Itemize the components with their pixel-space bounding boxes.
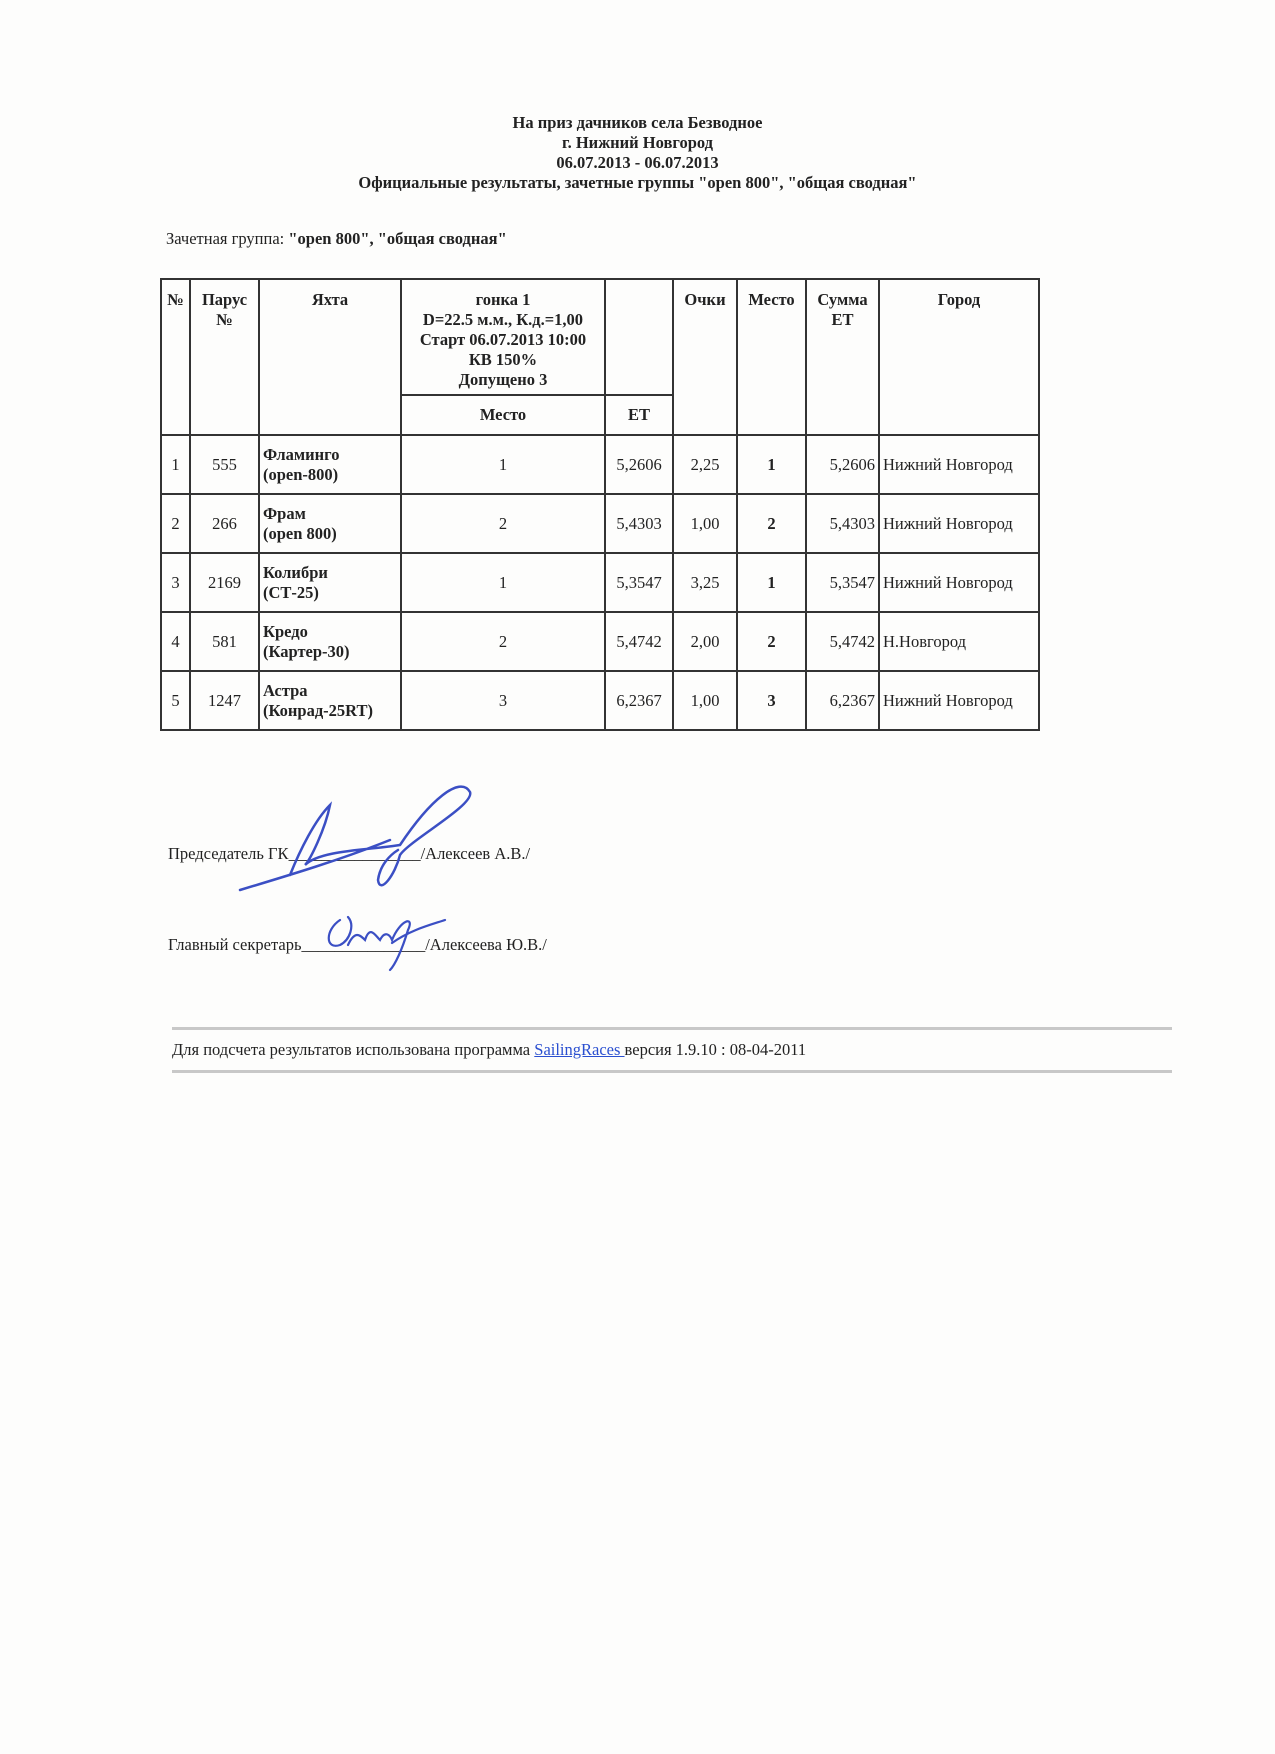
row-points: 2,00 <box>673 612 737 671</box>
col-yacht: Яхта <box>259 279 401 435</box>
row-race-et: 5,4303 <box>605 494 673 553</box>
col-race1-et: ЕТ <box>605 395 673 435</box>
col-sum-et <box>806 279 879 435</box>
row-race-place: 2 <box>401 612 605 671</box>
row-num: 2 <box>161 494 190 553</box>
chair-signature-icon <box>230 780 490 900</box>
row-sail: 2169 <box>190 553 259 612</box>
row-sum-et: 6,2367 <box>806 671 879 730</box>
yacht-class: (СТ-25) <box>263 582 319 602</box>
row-points: 2,25 <box>673 435 737 494</box>
col-num: № <box>161 279 190 435</box>
yacht-name: Колибри <box>263 562 328 582</box>
table-row <box>161 612 1039 671</box>
yacht-class: (Конрад-25RT) <box>263 700 373 720</box>
row-yacht <box>259 553 401 612</box>
row-sum-et: 5,2606 <box>806 435 879 494</box>
event-city: г. Нижний Новгород <box>561 133 714 152</box>
row-race-et: 6,2367 <box>605 671 673 730</box>
row-place: 1 <box>737 553 806 612</box>
results-table <box>160 278 1040 731</box>
row-sum-et: 5,3547 <box>806 553 879 612</box>
row-place: 1 <box>737 435 806 494</box>
secretary-blank: _______________ <box>301 935 426 954</box>
row-sail: 266 <box>190 494 259 553</box>
col-place: Место <box>737 279 806 435</box>
row-city: Нижний Новгород <box>879 435 1039 494</box>
sailingraces-link[interactable]: SailingRaces <box>534 1040 625 1059</box>
chair-blank: ________________ <box>288 844 421 863</box>
row-sail: 1247 <box>190 671 259 730</box>
results-title: Официальные результаты, зачетные группы "open 800", "общая сводная" <box>358 173 917 192</box>
race-title: гонка 1 <box>475 290 531 309</box>
col-sail-line1: Парус <box>201 290 248 309</box>
yacht-class: (Картер-30) <box>263 641 350 661</box>
row-sail: 581 <box>190 612 259 671</box>
yacht-name: Кредо <box>263 621 308 641</box>
row-points: 1,00 <box>673 671 737 730</box>
scoring-group-label: Зачетная группа: <box>166 229 289 248</box>
row-city: Нижний Новгород <box>879 671 1039 730</box>
col-city: Город <box>879 279 1039 435</box>
yacht-name: Астра <box>263 680 308 700</box>
row-yacht <box>259 435 401 494</box>
col-points: Очки <box>673 279 737 435</box>
document-header <box>0 113 1275 193</box>
row-city: Нижний Новгород <box>879 553 1039 612</box>
row-yacht <box>259 612 401 671</box>
table-row <box>161 435 1039 494</box>
col-sail-line2: № <box>216 310 233 329</box>
footer-divider-bottom <box>172 1070 1172 1073</box>
footer-note <box>172 1040 806 1060</box>
scoring-group-value: "open 800", "общая сводная" <box>288 229 507 248</box>
col-race1-blank <box>605 279 673 395</box>
footer-text: Для подсчета результатов использована программа <box>172 1040 535 1059</box>
row-sum-et: 5,4742 <box>806 612 879 671</box>
row-yacht <box>259 671 401 730</box>
table-row <box>161 494 1039 553</box>
col-sail <box>190 279 259 435</box>
row-place: 2 <box>737 494 806 553</box>
table-row <box>161 671 1039 730</box>
yacht-class: (open 800) <box>263 523 337 543</box>
race-admitted: Допущено 3 <box>458 370 548 389</box>
event-dates: 06.07.2013 - 06.07.2013 <box>556 153 719 172</box>
row-race-place: 2 <box>401 494 605 553</box>
row-points: 3,25 <box>673 553 737 612</box>
yacht-name: Фламинго <box>263 444 340 464</box>
secretary-title: Главный секретарь <box>168 935 302 954</box>
yacht-class: (open-800) <box>263 464 339 484</box>
table-row <box>161 553 1039 612</box>
race-distance: D=22.5 м.м., К.д.=1,00 <box>422 310 584 329</box>
event-title: На приз дачников села Безводное <box>512 113 763 132</box>
yacht-name: Фрам <box>263 503 306 523</box>
row-race-et: 5,4742 <box>605 612 673 671</box>
row-num: 5 <box>161 671 190 730</box>
col-sum-line1: Сумма <box>817 290 868 309</box>
footer-version: версия 1.9.10 : 08-04-2011 <box>624 1040 807 1059</box>
col-race1 <box>401 279 605 395</box>
row-race-et: 5,3547 <box>605 553 673 612</box>
row-race-et: 5,2606 <box>605 435 673 494</box>
scoring-group <box>166 229 507 249</box>
table-header-row <box>161 279 1039 395</box>
row-race-place: 1 <box>401 553 605 612</box>
row-sum-et: 5,4303 <box>806 494 879 553</box>
row-place: 3 <box>737 671 806 730</box>
row-yacht <box>259 494 401 553</box>
race-start: Старт 06.07.2013 10:00 <box>419 330 587 349</box>
race-kv: КВ 150% <box>468 350 538 369</box>
secretary-name: /Алексеева Ю.В./ <box>425 935 547 954</box>
col-race1-place: Место <box>401 395 605 435</box>
row-points: 1,00 <box>673 494 737 553</box>
row-race-place: 1 <box>401 435 605 494</box>
chair-title: Председатель ГК <box>168 844 289 863</box>
chair-name: /Алексеев А.В./ <box>420 844 531 863</box>
row-city: Н.Новгород <box>879 612 1039 671</box>
secretary-signature-icon <box>320 905 450 975</box>
row-race-place: 3 <box>401 671 605 730</box>
row-city: Нижний Новгород <box>879 494 1039 553</box>
row-sail: 555 <box>190 435 259 494</box>
row-num: 4 <box>161 612 190 671</box>
row-place: 2 <box>737 612 806 671</box>
row-num: 1 <box>161 435 190 494</box>
row-num: 3 <box>161 553 190 612</box>
col-sum-line2: ЕТ <box>831 310 854 329</box>
footer-divider-top <box>172 1027 1172 1030</box>
